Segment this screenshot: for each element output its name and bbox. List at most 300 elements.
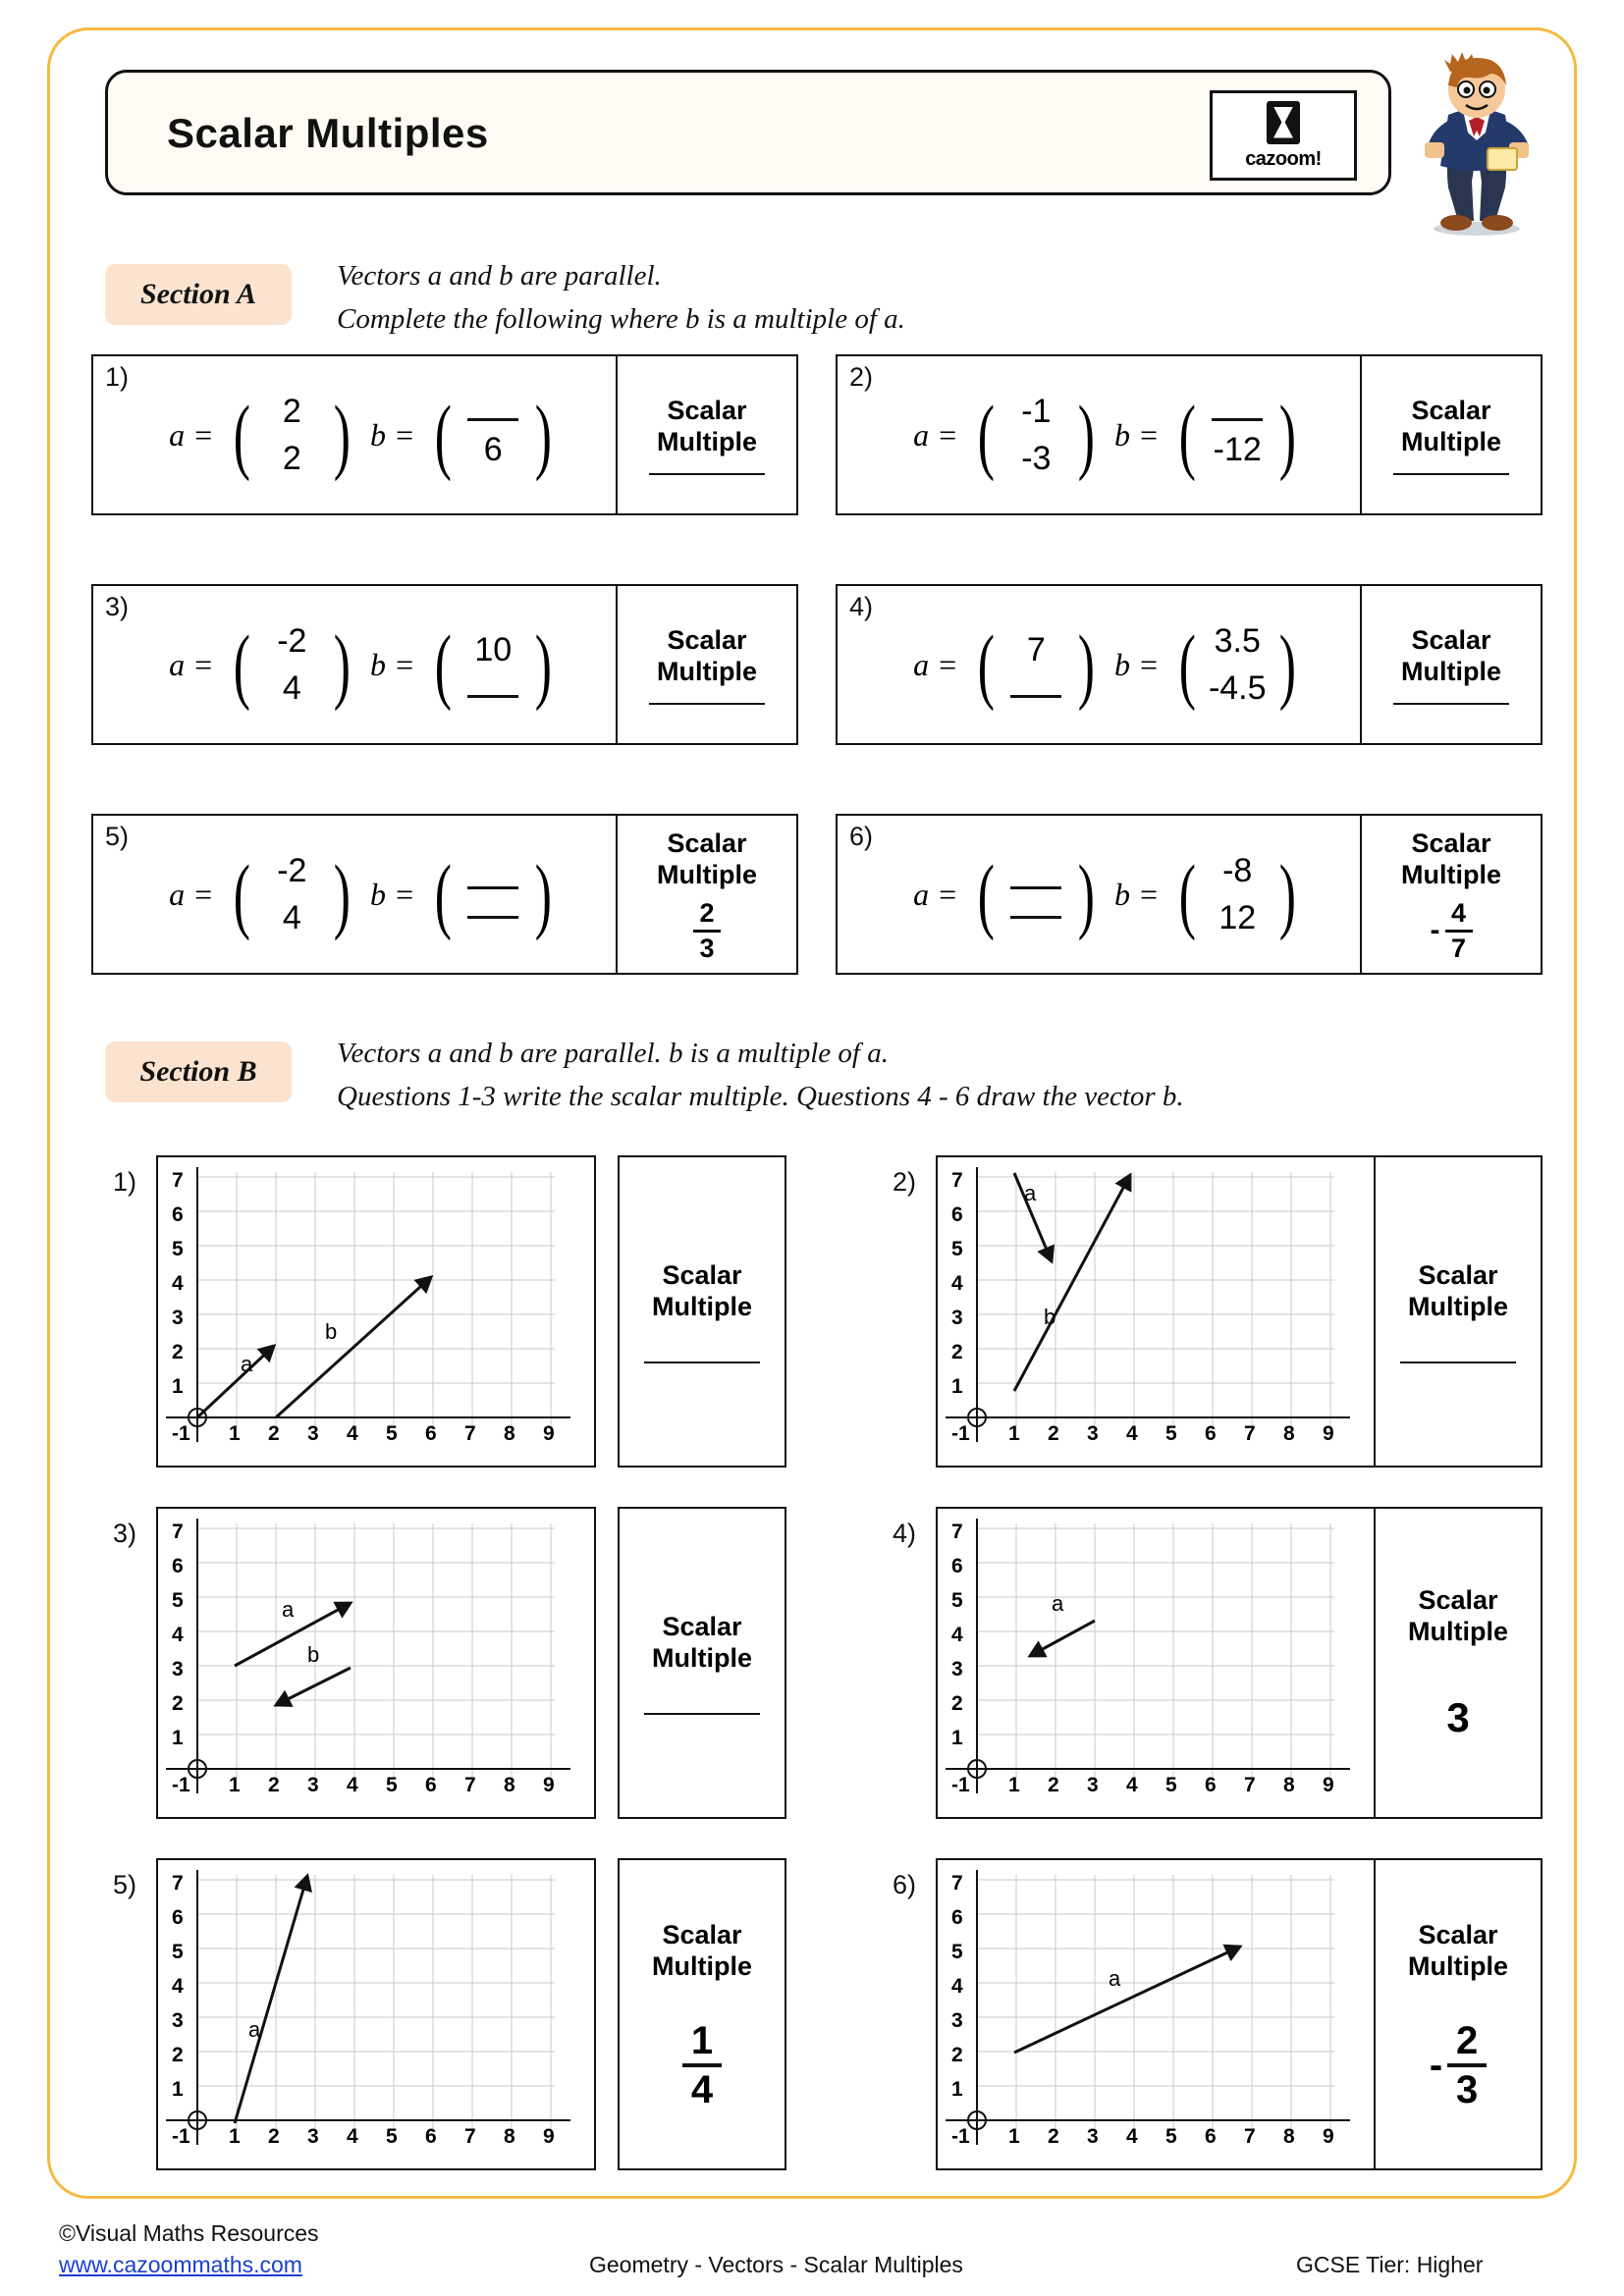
- fraction-bar: [693, 930, 721, 933]
- svg-text:9: 9: [1323, 1774, 1334, 1796]
- fraction-numerator: 4: [1450, 897, 1467, 928]
- svg-text:3: 3: [951, 2009, 963, 2032]
- svg-text:4: 4: [347, 1774, 358, 1796]
- svg-text:1: 1: [951, 1375, 963, 1398]
- section-a-badge: Section A: [105, 264, 292, 325]
- svg-text:-1: -1: [172, 1774, 190, 1796]
- svg-text:3: 3: [307, 1774, 319, 1796]
- svg-text:1: 1: [1008, 2125, 1020, 2148]
- right-paren-icon: ): [1278, 847, 1297, 941]
- section-b-graph-5: [156, 1858, 596, 2170]
- answer-label-1: Scalar: [1418, 1585, 1498, 1615]
- svg-text:1: 1: [229, 2125, 241, 2148]
- vector-a-value: [228, 388, 356, 482]
- left-paren-icon: (: [434, 617, 452, 712]
- svg-text:4: 4: [1126, 1422, 1138, 1445]
- section-b-badge: Section B: [105, 1041, 292, 1102]
- cazoom-hourglass-icon: [1267, 101, 1300, 144]
- answer-label-1: Scalar: [667, 828, 747, 858]
- svg-text:3: 3: [951, 1658, 963, 1681]
- svg-text:9: 9: [543, 2125, 555, 2148]
- right-paren-icon: ): [1078, 388, 1096, 482]
- vector-b-value: [1173, 617, 1302, 712]
- graph-grid: [938, 1157, 1374, 1466]
- question-number: 3): [105, 592, 130, 621]
- svg-text:7: 7: [464, 1774, 476, 1796]
- answer-cell: [1360, 356, 1541, 513]
- question-body: [838, 816, 1360, 973]
- svg-text:3: 3: [1087, 1774, 1099, 1796]
- fraction-denominator: 3: [1456, 2068, 1479, 2111]
- answer-label-2: Multiple: [657, 859, 757, 889]
- answer-cell: [1360, 586, 1541, 743]
- svg-text:7: 7: [172, 1169, 184, 1192]
- question-body: [838, 356, 1360, 513]
- vector-a-value: [972, 388, 1101, 482]
- question-number: 2): [893, 1167, 917, 1197]
- graph-grid: [158, 1509, 594, 1817]
- svg-text:7: 7: [464, 1422, 476, 1445]
- svg-text:3: 3: [307, 1422, 319, 1445]
- right-paren-icon: ): [534, 617, 553, 712]
- vector-b-top: 10: [474, 631, 513, 668]
- svg-text:5: 5: [172, 1941, 184, 1963]
- svg-text:4: 4: [347, 1422, 358, 1445]
- vector-a-top: -2: [277, 622, 307, 660]
- section-b-graph-1: [156, 1155, 596, 1468]
- answer-input-line[interactable]: [1393, 473, 1509, 475]
- graph-grid: [158, 1157, 594, 1466]
- question-number: 1): [105, 362, 130, 392]
- vector-a-label: a =: [169, 876, 214, 912]
- vector-a-top: -2: [277, 852, 307, 889]
- section-a-question-6: [836, 814, 1543, 975]
- svg-text:7: 7: [172, 1521, 184, 1543]
- left-paren-icon: (: [233, 388, 250, 482]
- cazoom-logo: [1210, 90, 1357, 181]
- fraction-numerator: 2: [1456, 2019, 1479, 2062]
- svg-text:3: 3: [172, 2009, 184, 2032]
- svg-text:6: 6: [951, 1906, 963, 1929]
- question-number: 1): [113, 1167, 137, 1197]
- vector-a-bottom: 4: [282, 669, 301, 707]
- left-paren-icon: (: [1178, 617, 1196, 712]
- right-paren-icon: ): [534, 388, 553, 482]
- svg-text:3: 3: [172, 1307, 184, 1329]
- vector-a-bottom: -3: [1021, 440, 1052, 477]
- answer-fraction: [1430, 2021, 1487, 2109]
- svg-text:2: 2: [172, 2044, 184, 2066]
- worksheet-page: [47, 27, 1577, 2199]
- svg-text:5: 5: [1165, 2125, 1177, 2148]
- vector-label-b: b: [1044, 1305, 1056, 1329]
- vector-b-label: b =: [1114, 646, 1160, 682]
- section-a-instructions-line1: Vectors a and b are parallel.: [337, 260, 662, 292]
- vector-a-label: a =: [169, 416, 214, 453]
- svg-text:8: 8: [504, 1774, 515, 1796]
- question-body: [93, 816, 616, 973]
- svg-text:8: 8: [504, 1422, 515, 1445]
- svg-text:5: 5: [386, 1422, 398, 1445]
- vector-a-bottom-blank[interactable]: [1010, 899, 1061, 919]
- answer-label-1: Scalar: [1418, 1260, 1498, 1290]
- vector-b-value: [429, 388, 558, 482]
- fraction-sign: -: [1429, 2043, 1443, 2087]
- svg-text:1: 1: [229, 1422, 241, 1445]
- svg-text:2: 2: [172, 1692, 184, 1715]
- svg-text:2: 2: [951, 1341, 963, 1363]
- answer-label-2: Multiple: [652, 1951, 752, 1981]
- vector-b-label: b =: [1114, 416, 1160, 453]
- graph-grid: [938, 1860, 1374, 2168]
- svg-text:1: 1: [1008, 1422, 1020, 1445]
- vector-label-a: a: [1109, 1966, 1121, 1991]
- svg-text:2: 2: [1048, 2125, 1059, 2148]
- svg-text:3: 3: [172, 1658, 184, 1681]
- svg-text:7: 7: [172, 1872, 184, 1895]
- left-paren-icon: (: [977, 388, 995, 482]
- svg-text:1: 1: [172, 1727, 184, 1749]
- vector-b-bottom: 12: [1218, 899, 1257, 936]
- svg-text:6: 6: [172, 1555, 184, 1577]
- svg-text:4: 4: [172, 1272, 184, 1295]
- footer-tier: GCSE Tier: Higher: [1296, 2252, 1484, 2277]
- footer-topic: Geometry - Vectors - Scalar Multiples: [589, 2252, 963, 2277]
- vector-a-top: 7: [1026, 631, 1046, 668]
- vector-b-top-blank[interactable]: [1212, 401, 1263, 421]
- vector-a-top: 2: [282, 393, 301, 430]
- answer-label-2: Multiple: [652, 1292, 752, 1321]
- right-paren-icon: ): [334, 617, 352, 712]
- section-a-question-3: [91, 584, 798, 745]
- answer-cell: [616, 356, 796, 513]
- footer-copyright: ©Visual Maths Resources: [59, 2220, 319, 2246]
- svg-text:7: 7: [1244, 1774, 1256, 1796]
- svg-text:2: 2: [951, 2044, 963, 2066]
- answer-label-2: Multiple: [1408, 1617, 1508, 1646]
- vector-a-label: a =: [913, 876, 958, 912]
- graph-grid: [158, 1860, 594, 2168]
- vector-label-a: a: [248, 2017, 261, 2042]
- svg-text:7: 7: [1244, 2125, 1256, 2148]
- svg-text:9: 9: [1323, 1422, 1334, 1445]
- vector-b-label: b =: [370, 416, 415, 453]
- svg-text:1: 1: [172, 2078, 184, 2101]
- svg-text:7: 7: [951, 1521, 963, 1543]
- svg-text:2: 2: [172, 1341, 184, 1363]
- question-number: 3): [113, 1519, 137, 1548]
- answer-fraction: [682, 2021, 722, 2109]
- svg-text:5: 5: [951, 1941, 963, 1963]
- answer-label-1: Scalar: [667, 625, 747, 655]
- answer-cell: [1360, 816, 1541, 973]
- vector-label-b: b: [325, 1319, 338, 1344]
- vector-b-label: b =: [370, 876, 415, 912]
- svg-text:1: 1: [1008, 1774, 1020, 1796]
- vector-b-value: [1173, 847, 1302, 941]
- left-paren-icon: (: [977, 847, 995, 941]
- svg-text:5: 5: [172, 1238, 184, 1260]
- svg-text:4: 4: [1126, 1774, 1138, 1796]
- svg-text:2: 2: [268, 1422, 280, 1445]
- svg-text:8: 8: [1283, 1422, 1295, 1445]
- graph-grid: [938, 1509, 1374, 1817]
- svg-text:4: 4: [951, 1624, 963, 1646]
- svg-text:-1: -1: [951, 1422, 970, 1445]
- left-paren-icon: (: [434, 388, 452, 482]
- svg-text:7: 7: [951, 1872, 963, 1895]
- question-body: [93, 356, 616, 513]
- answer-fraction: [693, 897, 721, 963]
- vector-a-label: a =: [169, 646, 214, 682]
- page-title: Scalar Multiples: [167, 110, 489, 156]
- svg-text:6: 6: [1205, 2125, 1217, 2148]
- vector-b-top-blank[interactable]: [467, 401, 518, 421]
- svg-text:-1: -1: [172, 2125, 190, 2148]
- section-a-question-1: [91, 354, 798, 515]
- right-paren-icon: ): [334, 847, 352, 941]
- vector-b-bottom-blank[interactable]: [467, 678, 518, 698]
- left-paren-icon: (: [233, 617, 250, 712]
- answer-label-1: Scalar: [1411, 396, 1491, 425]
- section-b-answer-6: [1374, 1858, 1543, 2170]
- answer-input-line[interactable]: [649, 473, 765, 475]
- answer-label-1: Scalar: [662, 1920, 742, 1949]
- svg-text:6: 6: [425, 1422, 437, 1445]
- section-b-graph-3: [156, 1507, 596, 1819]
- answer-fraction: [1430, 897, 1473, 963]
- svg-text:5: 5: [386, 2125, 398, 2148]
- left-paren-icon: (: [434, 847, 452, 941]
- left-paren-icon: (: [977, 617, 995, 712]
- section-b-instructions-line1: Vectors a and b are parallel. b is a multiple of a.: [337, 1038, 889, 1069]
- vector-label-a: a: [282, 1597, 295, 1622]
- question-body: [93, 586, 616, 743]
- svg-text:2: 2: [268, 2125, 280, 2148]
- answer-label-2: Multiple: [1401, 427, 1501, 456]
- svg-text:6: 6: [951, 1555, 963, 1577]
- section-b-graph-4: [936, 1507, 1376, 1819]
- answer-input-line[interactable]: [649, 703, 765, 705]
- question-number: 6): [849, 822, 874, 851]
- svg-text:6: 6: [172, 1203, 184, 1226]
- section-a-instructions: [337, 254, 905, 341]
- section-a-question-2: [836, 354, 1543, 515]
- fraction-denominator: 7: [1450, 933, 1467, 963]
- vector-a-top: -1: [1021, 393, 1052, 430]
- svg-text:3: 3: [307, 2125, 319, 2148]
- question-body: [838, 586, 1360, 743]
- title-box: [105, 70, 1391, 195]
- vector-b-top: -8: [1222, 852, 1253, 889]
- svg-text:6: 6: [1205, 1422, 1217, 1445]
- section-b-graph-6: [936, 1858, 1376, 2170]
- vector-b-value: [1173, 388, 1302, 482]
- question-number: 6): [893, 1870, 917, 1899]
- question-number: 2): [849, 362, 874, 392]
- answer-label-2: Multiple: [1408, 1292, 1508, 1321]
- svg-text:9: 9: [1323, 2125, 1334, 2148]
- svg-text:1: 1: [172, 1375, 184, 1398]
- section-b-graph-2: [936, 1155, 1376, 1468]
- svg-text:4: 4: [347, 2125, 358, 2148]
- svg-text:9: 9: [543, 1774, 555, 1796]
- svg-text:4: 4: [172, 1975, 184, 1998]
- vector-label-b: b: [307, 1642, 320, 1667]
- svg-text:7: 7: [1244, 1422, 1256, 1445]
- vector-b-bottom: -4.5: [1208, 669, 1267, 707]
- fraction-denominator: 3: [699, 933, 715, 963]
- svg-text:4: 4: [951, 1975, 963, 1998]
- svg-text:9: 9: [543, 1422, 555, 1445]
- svg-text:-1: -1: [172, 1422, 190, 1445]
- svg-text:1: 1: [229, 1774, 241, 1796]
- svg-text:5: 5: [172, 1589, 184, 1612]
- question-number: 4): [849, 592, 874, 621]
- right-paren-icon: ): [1078, 617, 1096, 712]
- answer-label-1: Scalar: [1411, 828, 1491, 858]
- right-paren-icon: ): [334, 388, 352, 482]
- svg-text:6: 6: [425, 1774, 437, 1796]
- vector-label-a: a: [241, 1352, 253, 1376]
- answer-label-1: Scalar: [1418, 1920, 1498, 1949]
- logo-label: cazoom!: [1245, 147, 1322, 170]
- vector-a-value: [972, 617, 1101, 712]
- vector-a-value: [228, 617, 356, 712]
- question-number: 4): [893, 1519, 917, 1548]
- vector-a-label: a =: [913, 646, 958, 682]
- vector-a-bottom: 4: [282, 899, 301, 936]
- left-paren-icon: (: [1178, 847, 1196, 941]
- svg-text:8: 8: [1283, 2125, 1295, 2148]
- footer-website-link[interactable]: www.cazoommaths.com: [59, 2252, 302, 2277]
- svg-text:8: 8: [1283, 1774, 1295, 1796]
- svg-text:6: 6: [1205, 1774, 1217, 1796]
- answer-input-line[interactable]: [1393, 703, 1509, 705]
- svg-text:2: 2: [1048, 1422, 1059, 1445]
- vector-b-label: b =: [1114, 876, 1160, 912]
- svg-text:5: 5: [951, 1589, 963, 1612]
- fraction-numerator: 1: [690, 2019, 714, 2062]
- answer-value: 3: [1446, 1694, 1470, 1740]
- right-paren-icon: ): [1278, 617, 1297, 712]
- svg-text:8: 8: [504, 2125, 515, 2148]
- section-b-instructions: [337, 1032, 1184, 1118]
- svg-text:7: 7: [464, 2125, 476, 2148]
- section-a-question-5: [91, 814, 798, 975]
- svg-text:6: 6: [951, 1203, 963, 1226]
- svg-text:4: 4: [172, 1624, 184, 1646]
- answer-label-1: Scalar: [667, 396, 747, 425]
- fraction-sign: -: [1430, 914, 1440, 946]
- svg-text:4: 4: [1126, 2125, 1138, 2148]
- section-b-answer-5: [618, 1858, 786, 2170]
- left-paren-icon: (: [233, 847, 250, 941]
- section-b-instructions-line2: Questions 1-3 write the scalar multiple. Questions 4 - 6 draw the vector b.: [337, 1081, 1184, 1112]
- answer-label-2: Multiple: [657, 657, 757, 686]
- answer-label-1: Scalar: [662, 1612, 742, 1641]
- vector-a-bottom: 2: [282, 440, 301, 477]
- section-b-answer-2: [1374, 1155, 1543, 1468]
- section-a-question-4: [836, 584, 1543, 745]
- vector-b-bottom: -12: [1213, 431, 1262, 468]
- fraction-denominator: 4: [690, 2068, 714, 2111]
- svg-text:1: 1: [951, 1727, 963, 1749]
- section-b-answer-3: [618, 1507, 786, 1819]
- answer-label-2: Multiple: [1401, 657, 1501, 686]
- svg-text:4: 4: [951, 1272, 963, 1295]
- svg-text:-1: -1: [951, 2125, 970, 2148]
- section-b-answer-4: [1374, 1507, 1543, 1819]
- vector-b-value: [429, 617, 558, 712]
- svg-text:3: 3: [951, 1307, 963, 1329]
- svg-text:6: 6: [425, 2125, 437, 2148]
- section-b-answer-1: [618, 1155, 786, 1468]
- svg-text:3: 3: [1087, 2125, 1099, 2148]
- fraction-bar: [1445, 930, 1473, 933]
- vector-a-value: [228, 847, 356, 941]
- answer-label-2: Multiple: [652, 1643, 752, 1673]
- answer-label-1: Scalar: [1411, 625, 1491, 655]
- svg-text:2: 2: [951, 1692, 963, 1715]
- vector-b-bottom-blank[interactable]: [467, 899, 518, 919]
- question-number: 5): [105, 822, 130, 851]
- vector-label-a: a: [1024, 1181, 1037, 1205]
- vector-a-value: [972, 847, 1101, 941]
- question-number: 5): [113, 1870, 137, 1899]
- vector-a-bottom-blank[interactable]: [1010, 678, 1061, 698]
- answer-label-1: Scalar: [662, 1260, 742, 1290]
- vector-b-bottom: 6: [483, 431, 503, 468]
- section-a-instructions-line2: Complete the following where b is a multiple of a.: [337, 303, 905, 335]
- vector-b-label: b =: [370, 646, 415, 682]
- svg-text:2: 2: [1048, 1774, 1059, 1796]
- fraction-bar: [682, 2063, 722, 2067]
- vector-a-label: a =: [913, 416, 958, 453]
- svg-text:5: 5: [1165, 1774, 1177, 1796]
- answer-label-2: Multiple: [657, 427, 757, 456]
- svg-text:5: 5: [386, 1774, 398, 1796]
- svg-text:3: 3: [1087, 1422, 1099, 1445]
- svg-text:5: 5: [951, 1238, 963, 1260]
- svg-text:5: 5: [1165, 1422, 1177, 1445]
- svg-text:-1: -1: [951, 1774, 970, 1796]
- svg-text:6: 6: [172, 1906, 184, 1929]
- answer-label-2: Multiple: [1408, 1951, 1508, 1981]
- vector-b-top: 3.5: [1214, 622, 1261, 660]
- fraction-numerator: 2: [699, 897, 715, 928]
- svg-text:1: 1: [951, 2078, 963, 2101]
- answer-input-line[interactable]: [644, 1713, 760, 1715]
- answer-input-line[interactable]: [1400, 1362, 1516, 1363]
- vector-b-value: [429, 847, 558, 941]
- left-paren-icon: (: [1178, 388, 1196, 482]
- answer-label-2: Multiple: [1401, 859, 1501, 889]
- answer-cell: [616, 586, 796, 743]
- vector-label-a: a: [1052, 1591, 1064, 1616]
- right-paren-icon: ): [1278, 388, 1297, 482]
- mascot-illustration: [1403, 52, 1550, 239]
- vector-a-top-blank[interactable]: [1010, 870, 1061, 889]
- vector-b-top-blank[interactable]: [467, 870, 518, 889]
- svg-text:2: 2: [268, 1774, 280, 1796]
- svg-text:7: 7: [951, 1169, 963, 1192]
- fraction-bar: [1447, 2063, 1487, 2067]
- right-paren-icon: ): [1078, 847, 1096, 941]
- right-paren-icon: ): [534, 847, 553, 941]
- answer-input-line[interactable]: [644, 1362, 760, 1363]
- answer-cell: [616, 816, 796, 973]
